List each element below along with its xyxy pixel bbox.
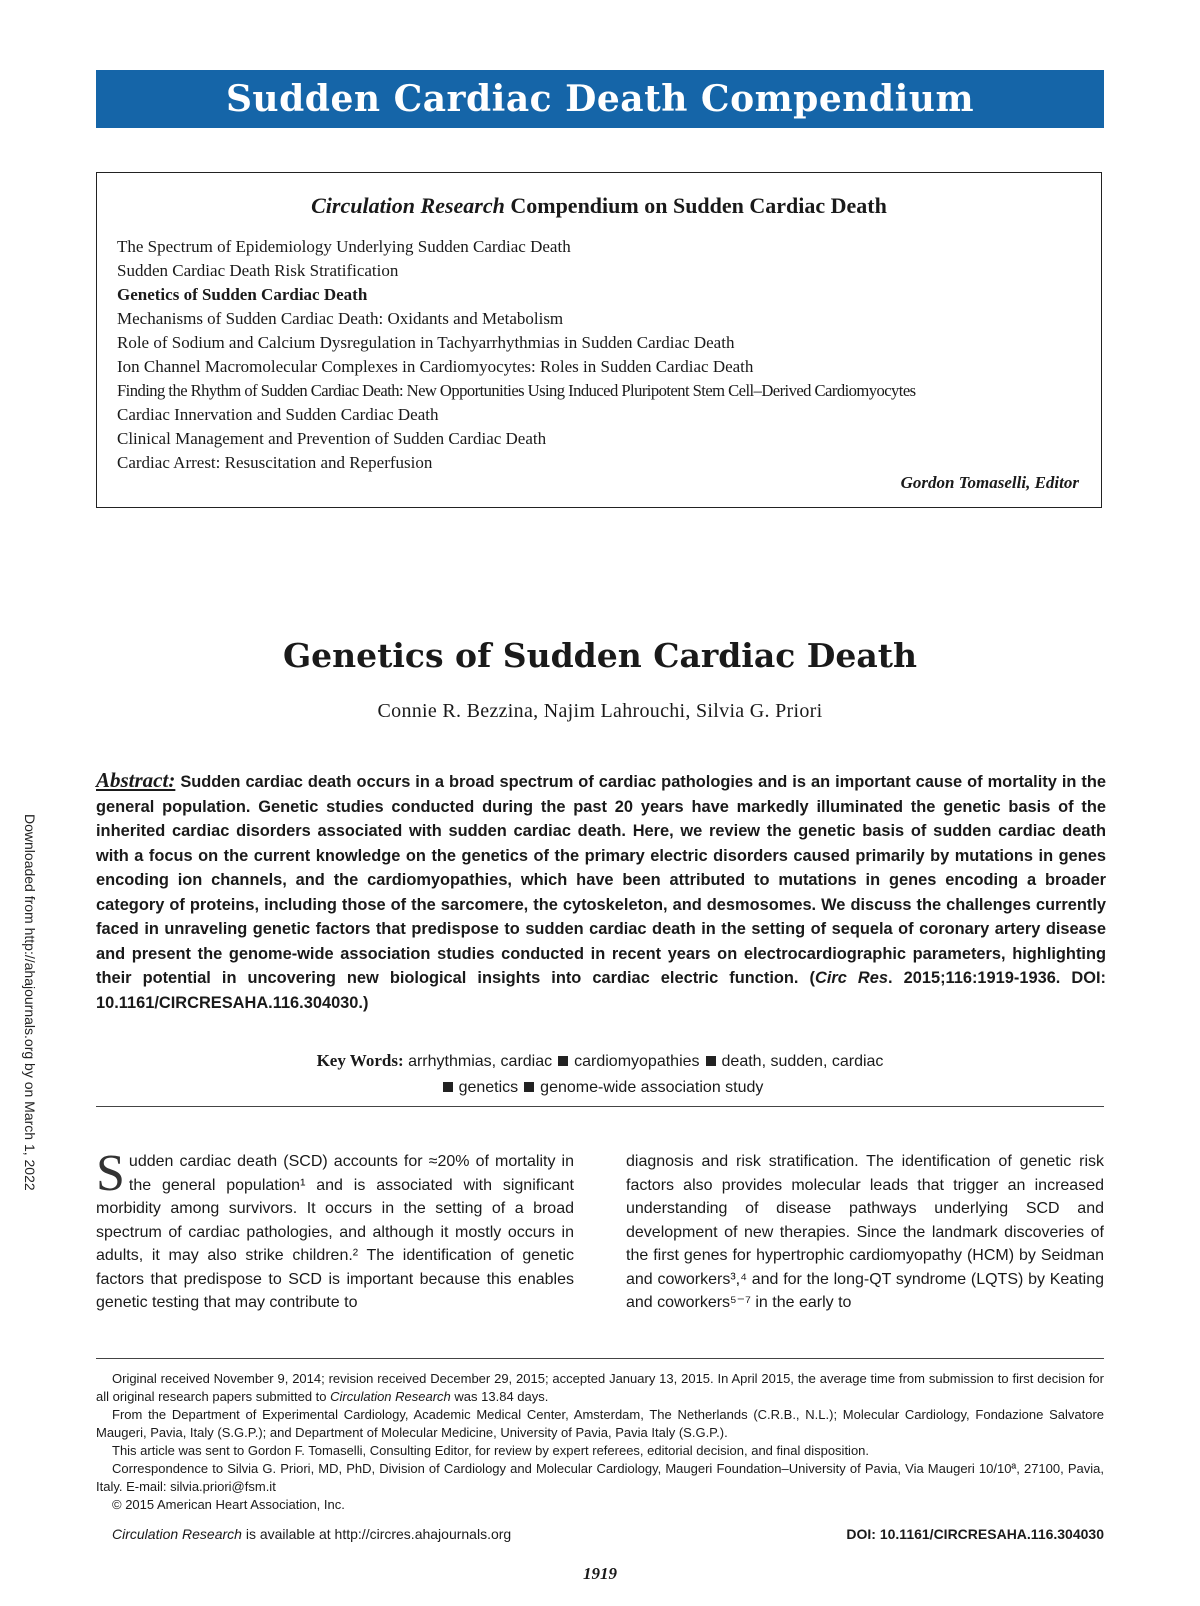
section-divider [96,1106,1104,1107]
footnote-received [96,1370,1104,1406]
square-bullet-icon [706,1056,716,1066]
keyword: genetics [458,1079,519,1096]
toc-item[interactable]: Cardiac Arrest: Resuscitation and Reperfusion [117,453,433,472]
toc-editor: Gordon Tomaselli, Editor [900,473,1079,492]
toc-item-current[interactable]: Genetics of Sudden Cardiac Death [117,285,368,304]
drop-cap: S [96,1145,125,1202]
footnote-correspondence: Correspondence to Silvia G. Priori, MD, PhD, Division of Cardiology and Molecular Cardiology, Maugeri Foundation–University of Pavia, Via Maugeri 10/10ª, 27100, Pavia, Italy. E-mail: silvia.priori@fsm.it [96,1461,1104,1494]
toc-item[interactable]: Sudden Cardiac Death Risk Stratification [117,261,399,280]
compendium-toc-box [96,172,1102,508]
toc-item[interactable]: The Spectrum of Epidemiology Underlying Sudden Cardiac Death [117,237,571,256]
keywords-line-2 [0,1075,1200,1101]
square-bullet-icon [524,1082,534,1092]
keyword: genome-wide association study [540,1079,764,1096]
keyword: cardiomyopathies [574,1053,700,1070]
paper-title: Genetics of Sudden Cardiac Death [282,636,918,675]
abstract-text: Sudden cardiac death occurs in a broad spectrum of cardiac pathologies and is an important cause of mortality in the general population. Genetic studies conducted during the past 20 years have markedly illuminated the genetic basis of the inherited cardiac disorders associated with sudden cardiac death. Here, we review the genetic basis of sudden cardiac death with a focus on the current knowledge on the genetics of the primary electric disorders caused primarily by mutations in genes encoding ion channels, and the cardiomyopathies, which have been attributed to mutations in genes encoding a broader category of proteins, including those of the sarcomere, the cytoskeleton, and desmosomes. We discuss the challenges currently faced in unraveling genetic factors that predispose to sudden cardiac death in the setting of sequela of coronary artery disease and present the genome-wide association studies conducted in recent years on electrocardiographic parameters, highlighting their potential in uncovering new biological insights into cardiac electric function. [96,773,1106,987]
footer-doi[interactable]: DOI: 10.1161/CIRCRESAHA.116.304030 [846,1526,1104,1542]
abstract-label: Abstract: [96,768,176,792]
body-text-right: diagnosis and risk stratification. The identification of genetic risk factors also provides molecular leads that trigger an increased understanding of disease pathways underlying SCD and development of new therapies. Since the landmark discoveries of the first genes for hypertrophic cardiomyopathy (HCM) by Seidman and coworkers³,⁴ and for the long-QT syndrome (LQTS) by Keating and coworkers⁵⁻⁷ in the early to [626,1153,1104,1311]
keywords-line-1 [0,1048,1200,1075]
keyword: arrhythmias, cardiac [408,1053,553,1070]
toc-item[interactable]: Role of Sodium and Calcium Dysregulation in Tachyarrhythmias in Sudden Cardiac Death [117,333,735,352]
toc-list [117,235,916,475]
toc-title-journal: Circulation Research [311,193,505,218]
footnote-received-text: Original received November 9, 2014; revision received December 29, 2015; accepted January 13, 2015. In April 2015, the average time from submission to first decision for all original research papers submitted to [96,1371,1104,1404]
citation-open: ( [798,969,815,987]
toc-title [97,193,1101,219]
toc-item[interactable]: Ion Channel Macromolecular Complexes in Cardiomyocytes: Roles in Sudden Cardiac Death [117,357,754,376]
footer-url[interactable]: is available at http://circres.ahajournals.org [241,1526,512,1542]
download-note-text: Downloaded from http://ahajournals.org by on March 1, 2022 [22,814,38,1191]
body-text-left: udden cardiac death (SCD) accounts for ≈20% of mortality in the general population¹ and is associated with significant morbidity among survivors. It occurs in the setting of a broad spectrum of cardiac pathologies, and although it mostly occurs in adults, it may also strike children.² The identification of genetic factors that predispose to SCD is important because this enables genetic testing that may contribute to [96,1153,574,1311]
toc-item[interactable]: Mechanisms of Sudden Cardiac Death: Oxidants and Metabolism [117,309,564,328]
footnote-divider [96,1358,1104,1359]
footnote-review: This article was sent to Gordon F. Tomaselli, Consulting Editor, for review by expert referees, editorial decision, and final disposition. [112,1443,870,1458]
compendium-banner: Sudden Cardiac Death Compendium [96,70,1104,128]
toc-item[interactable]: Finding the Rhythm of Sudden Cardiac Death: New Opportunities Using Induced Pluripotent Stem Cell–Derived Cardiomyocytes [117,381,916,400]
body-column-right [626,1150,1104,1315]
citation-journal: Circ Res [814,969,888,987]
abstract [96,768,1106,1015]
citation-rest: . 2015;116:1919-1936. DOI: 10.1161/CIRCRESAHA.116.304030.) [96,969,1107,1012]
toc-title-rest: Compendium on Sudden Cardiac Death [504,193,887,218]
keywords [0,1048,1200,1101]
body-column-left [96,1145,574,1315]
toc-item[interactable]: Cardiac Innervation and Sudden Cardiac Death [117,405,439,424]
page-number: 1919 [583,1564,617,1583]
download-note [14,814,40,1234]
journal-availability [112,1526,511,1542]
keywords-label: Key Words: [316,1051,404,1070]
square-bullet-icon [558,1056,568,1066]
toc-item[interactable]: Clinical Management and Prevention of Sudden Cardiac Death [117,429,547,448]
footer-journal: Circulation Research [112,1526,242,1542]
footnote-copyright: © 2015 American Heart Association, Inc. [112,1497,345,1512]
keyword: death, sudden, cardiac [721,1053,884,1070]
footnote-affiliations: From the Department of Experimental Cardiology, Academic Medical Center, Amsterdam, The Netherlands (C.R.B., N.L.); Molecular Cardiology, Fondazione Salvatore Maugeri, Pavia, Italy (S.G.P.); and Department of Molecular Medicine, University of Pavia, Pavia Italy (S.G.P.). [96,1407,1104,1440]
square-bullet-icon [443,1082,453,1092]
paper-authors: Connie R. Bezzina, Najim Lahrouchi, Silvia G. Priori [377,700,823,722]
footnotes [96,1370,1104,1514]
footnote-journal: Circulation Research [330,1389,451,1404]
footnote-received-tail: was 13.84 days. [450,1389,549,1404]
